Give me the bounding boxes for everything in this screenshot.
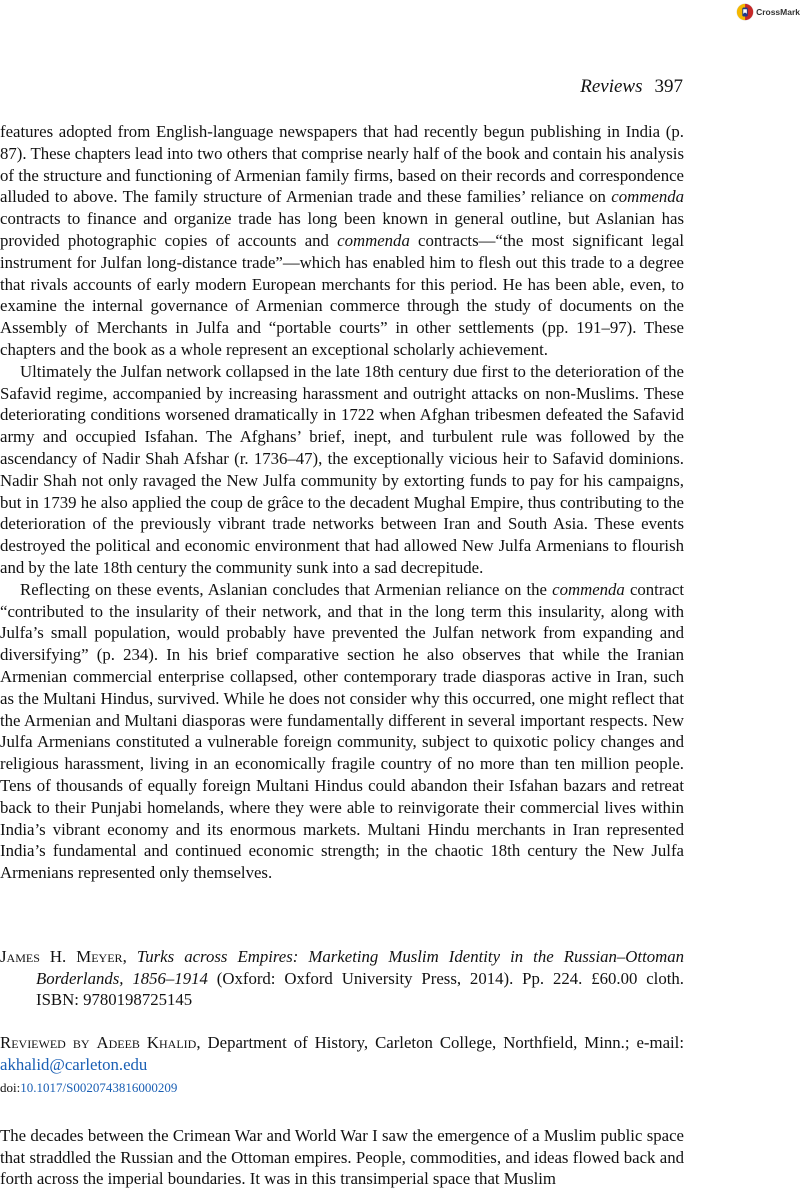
crossmark-icon xyxy=(736,2,754,22)
book-details: (Oxford: Oxford University Press, 2014). Pp. 224. £60.00 cloth. ISBN: 9780198725145 xyxy=(36,968,684,1010)
paragraph-2: Ultimately the Julfan network collapsed in the late 18th century due first to the deterioration of the Safavid regime, accompanied by increasing harassment and outright attacks on non-Muslims. These deteriorating conditions worsened dramatically in 1722 when Afghan tribesmen defeated the Safavid army and occupied Isfahan. The Afghans’ brief, inept, and turbulent rule was followed by the ascendancy of Nadir Shah Afshar (r. 1736–47), the exceptionally vicious heir to Safavid dominions. Nadir Shah not only ravaged the New Julfa community by extorting funds to pay for his campaigns, but in 1739 he also applied the coup de grâce to the decadent Mughal Empire, thus contributing to the deterioration of the previously vibrant trade networks between Iran and South Asia. These events destroyed the political and economic environment that had allowed New Julfa Armenians to flourish and by the late 18th century the community sunk into a sad decrepitude. xyxy=(0,361,684,577)
article-body xyxy=(0,121,684,1190)
section-title: Reviews xyxy=(580,76,643,97)
book-author: James H. Meyer xyxy=(0,946,123,966)
review-paragraph-1: The decades between the Crimean War and World War I saw the emergence of a Muslim public space that straddled the Russian and the Ottoman empires. People, commodities, and ideas flowed back and forth across the imperial boundaries. It was in this transimperial space that Muslim xyxy=(0,1125,684,1189)
page-number: 397 xyxy=(654,76,683,97)
reviewer-name: Adeeb Khalid xyxy=(96,1033,197,1053)
running-head xyxy=(580,76,683,98)
email-link[interactable]: akhalid@carleton.edu xyxy=(0,1055,148,1075)
book-title: Turks across Empires: Marketing Muslim Identity in the Russian–Ottoman Borderlands, 1856–1914 xyxy=(36,946,685,988)
doi-line: doi:10.1017/S0020743816000209 xyxy=(0,1079,178,1095)
reviewer-line: Reviewed by Adeeb Khalid, Department of History, Carleton College, Northfield, Minn.; e-mail: akhalid@carleton.edu xyxy=(0,1033,684,1075)
crossmark-label: CrossMark xyxy=(756,7,800,17)
book-citation: James H. Meyer, Turks across Empires: Marketing Muslim Identity in the Russian–Ottoman Borderlands, 1856–1914 (Oxford: Oxford University Press, 2014). Pp. 224. £60.00 cloth. ISBN: 9780198725145 xyxy=(0,946,685,1010)
paragraph-3: Reflecting on these events, Aslanian concludes that Armenian reliance on the commenda contract “contributed to the insularity of their network, and that in the long term this insularity, along with Julfa’s small population, would probably have prevented the Julfan network from expanding and diversifying” (p. 234). In his brief comparative section he also observes that while the Iranian Armenian commercial enterprise collapsed, other contemporary trade diasporas active in Iran, such as the Multani Hindus, survived. While he does not consider why this occurred, one might reflect that the Armenian and Multani diasporas were fundamentally different in several important respects. New Julfa Armenians constituted a vulnerable foreign community, subject to quixotic policy changes and religious harassment, living in an economically fragile country of no more than ten million people. Tens of thousands of equally foreign Multani Hindus could abandon their Isfahan bazars and retreat back to their Punjabi homelands, where they were able to reinvigorate their commercial lives within India’s vibrant economy and its enormous markets. Multani Hindu merchants in Iran represented India’s fundamental and continued economic strength; in the chaotic 18th century the New Julfa Armenians represented only themselves. xyxy=(0,579,684,883)
paragraph-1: features adopted from English-language newspapers that had recently begun publishing in India (p. 87). These chapters lead into two others that comprise nearly half of the book and contain his analysis of the structure and functioning of Armenian family firms, based on their records and correspondence alluded to above. The family structure of Armenian trade and these families’ reliance on commenda contracts to finance and organize trade has long been known in general outline, but Aslanian has provided photographic copies of accounts and commenda contracts—“the most significant legal instrument for Julfan long-distance trade”—which has enabled him to flesh out this trade to a degree that rivals accounts of early modern European merchants for this period. He has been able, even, to examine the internal governance of Armenian commerce through the study of documents on the Assembly of Merchants in Julfa and “portable courts” in other settlements (pp. 191–97). These chapters and the book as a whole represent an exceptional scholarly achievement. xyxy=(0,122,684,359)
doi-link[interactable]: 10.1017/S0020743816000209 xyxy=(20,1079,178,1095)
crossmark-badge[interactable] xyxy=(736,1,800,23)
